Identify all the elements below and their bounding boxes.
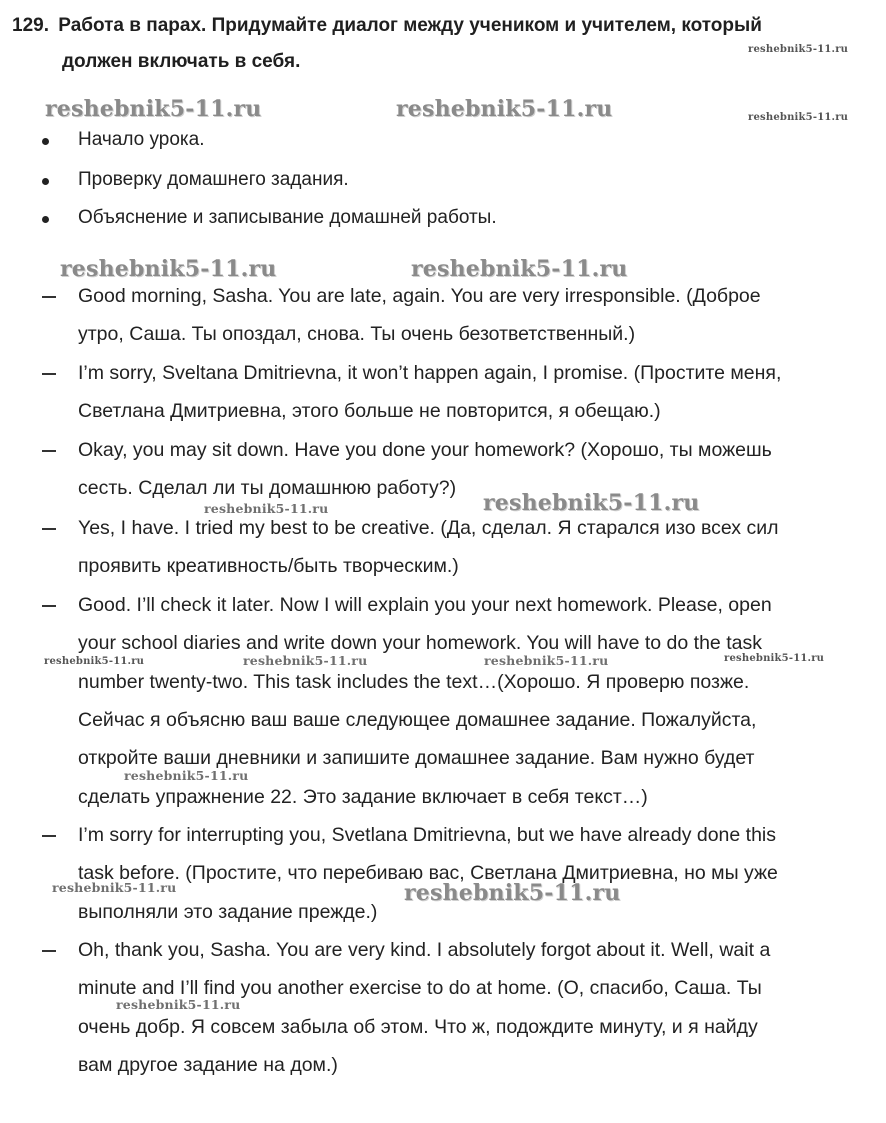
dash-icon	[42, 835, 56, 837]
dialogue-line: утро, Саша. Ты опоздал, снова. Ты очень безответственный.)	[78, 323, 636, 345]
dialogue-line: откройте ваши дневники и запишите домашнее задание. Вам нужно будет	[78, 747, 755, 769]
watermark: reshebnik5-11.ru	[484, 653, 609, 668]
dialogue-line: Okay, you may sit down. Have you done your homework? (Хорошо, ты можешь	[78, 439, 772, 461]
dialogue-line: Good morning, Sasha. You are late, again. You are very irresponsible. (Доброе	[78, 285, 761, 307]
dialogue-line: your school diaries and write down your homework. You will have to do the task	[78, 632, 762, 654]
dialogue-line: minute and I’ll find you another exercise to do at home. (О, спасибо, Саша. Ты	[78, 977, 762, 999]
watermark: reshebnik5-11.ru	[411, 256, 628, 282]
watermark: reshebnik5-11.ru	[204, 501, 329, 516]
task-number: 129.	[12, 15, 49, 36]
dash-icon	[42, 528, 56, 530]
bullet-icon	[42, 216, 49, 223]
dialogue-line: сделать упражнение 22. Это задание включает в себя текст…)	[78, 786, 648, 808]
dash-icon	[42, 450, 56, 452]
dash-icon	[42, 950, 56, 952]
watermark: reshebnik5-11.ru	[52, 880, 177, 895]
dash-icon	[42, 296, 56, 298]
list-item-text: Проверку домашнего задания.	[78, 169, 349, 190]
watermark: reshebnik5-11.ru	[60, 256, 277, 282]
dialogue-line: I’m sorry, Sveltana Dmitrievna, it won’t happen again, I promise. (Простите меня,	[78, 362, 782, 384]
dialogue-line: Good. I’ll check it later. Now I will explain you your next homework. Please, open	[78, 594, 772, 616]
watermark: reshebnik5-11.ru	[396, 96, 613, 122]
dash-icon	[42, 605, 56, 607]
task-title-line-2: должен включать в себя.	[62, 51, 301, 72]
watermark: reshebnik5-11.ru	[243, 653, 368, 668]
dialogue-line: выполняли это задание прежде.)	[78, 901, 378, 923]
watermark: reshebnik5-11.ru	[748, 112, 849, 123]
dialogue-line: вам другое задание на дом.)	[78, 1054, 338, 1076]
dialogue-line: I’m sorry for interrupting you, Svetlana Dmitrievna, but we have already done this	[78, 824, 777, 846]
watermark: reshebnik5-11.ru	[45, 96, 262, 122]
bullet-icon	[42, 178, 49, 185]
dialogue-line: сесть. Сделал ли ты домашнюю работу?)	[78, 477, 457, 499]
watermark: reshebnik5-11.ru	[44, 656, 145, 667]
watermark: reshebnik5-11.ru	[116, 997, 241, 1012]
dialogue-line: очень добр. Я совсем забыла об этом. Что ж, подождите минуту, и я найду	[78, 1016, 758, 1038]
watermark: reshebnik5-11.ru	[748, 44, 849, 55]
task-title-line-1: Работа в парах. Придумайте диалог между учеником и учителем, который	[58, 15, 762, 36]
dialogue-line: task before. (Простите, что перебиваю вас, Светлана Дмитриевна, но мы уже	[78, 862, 778, 884]
dialogue-line: Сейчас я объясню ваш ваше следующее домашнее задание. Пожалуйста,	[78, 709, 757, 731]
watermark: reshebnik5-11.ru	[724, 653, 825, 664]
list-item-text: Начало урока.	[78, 129, 205, 150]
dialogue-line: number twenty-two. This task includes the text…(Хорошо. Я проверю позже.	[78, 671, 750, 693]
watermark: reshebnik5-11.ru	[483, 490, 700, 516]
task-heading	[12, 8, 872, 80]
dialogue-line: Oh, thank you, Sasha. You are very kind. I absolutely forgot about it. Well, wait a	[78, 939, 771, 961]
watermark: reshebnik5-11.ru	[404, 880, 621, 906]
dialogue-line: Светлана Дмитриевна, этого больше не повторится, я обещаю.)	[78, 400, 661, 422]
dash-icon	[42, 373, 56, 375]
bullet-icon	[42, 138, 49, 145]
watermark: reshebnik5-11.ru	[124, 768, 249, 783]
list-item-text: Объяснение и записывание домашней работы.	[78, 207, 497, 228]
dialogue-line: проявить креативность/быть творческим.)	[78, 555, 459, 577]
dialogue-line: Yes, I have. I tried my best to be creative. (Да, сделал. Я старался изо всех сил	[78, 517, 779, 539]
